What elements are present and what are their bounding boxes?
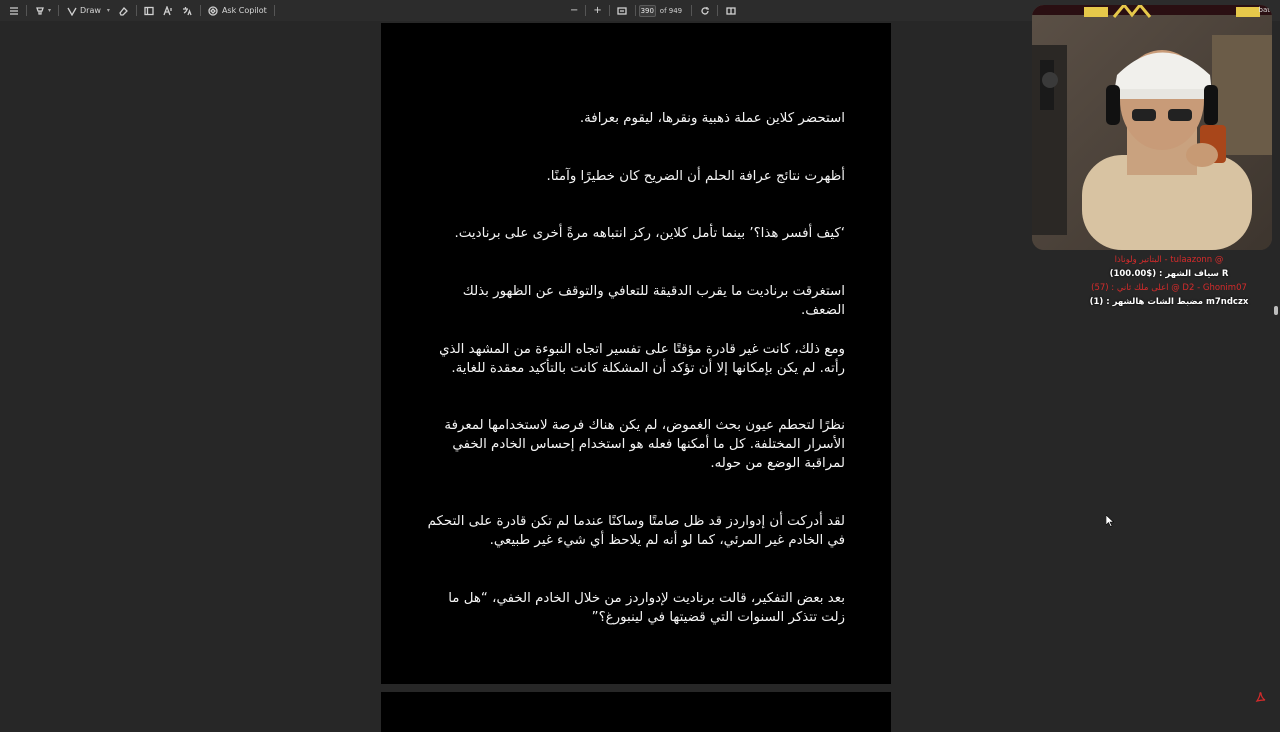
- chat-line: ‏@ اعلى ملك ثاني : (57) D2 - Ghonim07: [1091, 283, 1247, 293]
- stream-chat-overlay: [1064, 253, 1274, 309]
- page-number-input[interactable]: [639, 5, 656, 17]
- ask-copilot-button[interactable]: [204, 2, 271, 19]
- fit-page-button[interactable]: [613, 2, 632, 19]
- ask-copilot-label: Ask Copilot: [221, 6, 267, 15]
- paragraph: استحضر كلاين عملة ذهبية ونقرها، ليقوم بعرافة.: [579, 111, 845, 126]
- chat-line: سياف الشهر : ($100.00) R: [1109, 269, 1229, 279]
- chevron-down-icon: ▾: [106, 7, 110, 14]
- translate-button[interactable]: [178, 2, 197, 19]
- overlay-corner-text: bat: [1258, 6, 1270, 14]
- draw-icon: [66, 5, 77, 16]
- read-aloud-button[interactable]: [159, 2, 178, 19]
- toolbar-divider: [609, 5, 610, 16]
- paragraph: ‘كيف أفسر هذا؟’ بينما تأمل كلاين، ركز انتباهه مرةً أخرى على برناديت.: [454, 226, 845, 241]
- toolbar-divider: [274, 5, 275, 16]
- page-view-icon: [725, 5, 736, 16]
- toolbar-divider: [200, 5, 201, 16]
- zoom-in-button[interactable]: [589, 2, 605, 19]
- paragraph: أظهرت نتائج عرافة الحلم أن الضريح كان خطيرًا وآمنًا.: [546, 169, 845, 184]
- toolbar-divider: [136, 5, 137, 16]
- streamer-camera-image: [1032, 5, 1272, 250]
- draw-label: Draw: [80, 6, 101, 15]
- pdf-next-page: [381, 692, 891, 732]
- plus-icon: +: [593, 5, 602, 16]
- paragraph: ومع ذلك، كانت غير قادرة مؤقتًا على تفسير اتجاه النبوءة من المشهد الذي رأته. لم يكن بإمكانها إلا أن تؤكد أن المشكلة كانت بالتأكيد معقدة للغاية.: [439, 342, 845, 376]
- paragraph: بعد بعض التفكير، قالت برناديت لإدواردز من خلال الخادم الخفي، “هل ما زلت تتذكر السنوات التي قضيتها في لينبورغ؟”: [448, 591, 845, 625]
- chat-line: ‏البتاتير ولوناذا‏ - tulaazonn ‏@: [1114, 255, 1224, 265]
- minus-icon: −: [570, 5, 579, 16]
- page-total: of 949: [659, 6, 683, 15]
- chevron-down-icon: ▾: [48, 7, 52, 14]
- paragraph: استغرقت برناديت ما يقرب الدقيقة للتعافي والتوقف عن الظهور بذلك الضعف.: [462, 284, 845, 318]
- fit-width-icon: [617, 5, 628, 16]
- copilot-icon: [208, 5, 219, 16]
- highlighter-icon: [34, 5, 45, 16]
- paragraph: لقد أدركت أن إدواردز قد ظل صامتًا وساكنًا عندما لم تكن قادرة على التحكم في الخادم غير المرئي، كما لو أنه لم يلاحظ أي شيء غير طبيعي.: [427, 514, 845, 548]
- rotate-icon: [699, 5, 710, 16]
- chat-line: مضبط الشات هالشهر : (1) m7ndczx: [1089, 297, 1249, 307]
- textbox-icon: [144, 5, 155, 16]
- rotate-button[interactable]: [695, 2, 714, 19]
- page-view-button[interactable]: [721, 2, 740, 19]
- mouse-cursor-icon: [1106, 515, 1114, 527]
- zoom-out-button[interactable]: [566, 2, 582, 19]
- paragraph: نظرًا لتحطم عيون بحث الغموض، لم يكن هناك فرصة لاستخدامها لمعرفة الأسرار المختلفة. كل ما أمكنها فعله هو استخدام إحساس الخادم الخفي لمراقبة الوضع من حوله.: [444, 418, 845, 471]
- text-box-button[interactable]: [140, 2, 159, 19]
- erase-button[interactable]: [114, 2, 133, 19]
- contents-button[interactable]: [4, 2, 23, 19]
- highlight-button[interactable]: [30, 2, 55, 19]
- toolbar-divider: [635, 5, 636, 16]
- toolbar-divider: [585, 5, 586, 16]
- read-aloud-icon: [163, 5, 174, 16]
- toolbar-divider: [26, 5, 27, 16]
- eraser-icon: [118, 5, 129, 16]
- toolbar-divider: [717, 5, 718, 16]
- pdf-page: [381, 23, 891, 684]
- toolbar-divider: [691, 5, 692, 16]
- draw-button[interactable]: [62, 2, 114, 19]
- toolbar-divider: [58, 5, 59, 16]
- pdf-app-icon[interactable]: [1255, 692, 1266, 703]
- scrollbar-thumb[interactable]: [1274, 306, 1278, 315]
- webcam-overlay: [1032, 5, 1272, 250]
- translate-icon: [182, 5, 193, 16]
- list-icon: [8, 5, 19, 16]
